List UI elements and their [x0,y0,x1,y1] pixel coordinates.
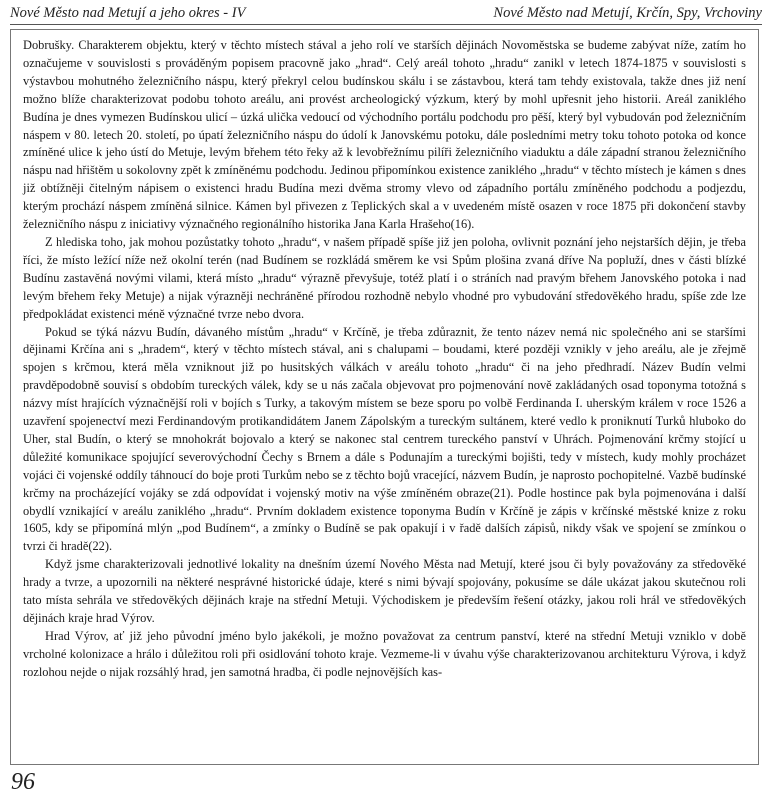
header-right-title: Nové Město nad Metují, Krčín, Spy, Vrchoviny [493,5,762,21]
page-number: 96 [11,769,35,795]
paragraph-3: Pokud se týká názvu Budín, dávaného místům „hradu“ v Krčíně, je třeba zdůraznit, že tento název nemá nic společného ani se staršími dějinami Krčína ani s „hradem“, který v těchto místech stával, ani s chalupami – boudami, které později vznikly v jeho areálu, ale je zřejmě spojen s krčmou, která měla vzniknout již po husitských válkách v areálu tohoto „hradu“ či na jeho předhradí. Název Budín velmi pravděpodobně souvisí s obdobím tureckých válek, kdy se u nás začala objevovat pro pojmenování nově zakládaných osad toponyma totožná s názvy míst hrajících význačnější roli v bojích s Turky, a takovým místem se beze sporu po volbě Ferdinanda I. uherským králem v roce 1526 a uzavření spojenectví mezi Ferdinandovým protikandidátem Janem Zápolským a tureckým sultánem, které vedlo k proniknutí Turků hluboko do Uher, stal Budín, o který se mnohokrát bojovalo a který se nakonec stal centrem tureckého panství v Uhrách. Pojmenování krčmy stojící u důležité komunikace spojující severovýchodní Čechy s Brnem a dále s Podunajím a tureckými bojišti, tedy v místech, kudy mohly procházet vojáci či vojenské oddíly táhnoucí do boje proti Turkům nebo se z těchto bojů vracející, názvem Budín, je naprosto pochopitelné. Vazbě budínské krčmy na procházející vojáky se zdá odpovídat i vojenský motiv na výše zmíněném obraze(21). Podle hostince pak byla pojmenována i další obydlí vznikající v areálu zaniklého „hradu“. Prvním dokladem existence toponyma Budín v Krčíně je zápis v krčínské městské knize z roku 1605, kdy se připomíná mlýn „pod Budínem“, a zmínky o Budíně se pak opakují i v řadě dalších zápisů, nikdy však ve spojení se zmínkou o tvrzi či hradě(22). [23,324,746,554]
text-frame [10,29,759,765]
paragraph-1: Dobrušky. Charakterem objektu, který v těchto místech stával a jeho rolí ve starších dějinách Novoměstska se budeme zabývat níže, zatím ho označujeme v souvislosti s prováděným popisem pracovně jako „hrad“. Celý areál tohoto „hradu“ zanikl v letech 1874-1875 v souvislosti s výstavbou mohutného železničního náspu, který překryl celou budínskou skálu i se zástavbou, která tam tehdy existovala, takže dnes již není možno blíže charakterizovat podobu tohoto areálu, ani provést archeologický výzkum, který by mohl upřesnit jeho historii. Areál zaniklého Budína je dnes vymezen Budínskou ulicí – úzká ulička vedoucí od východního portálu podchodu pro pěší, který byl vybudován pod železničním náspem v 80. letech 20. století, po úpatí železničního náspu do údolí k Janovskému potoku, dále posledními metry toku tohoto potoka od konce zmíněné ulice k jeho ústí do Metuje, levým břehem této řeky až k levobřežnímu pilíři železničního viaduktu a dále západní stranou železničního náspu nad hřištěm u sokolovny zpět k zmíněnému podchodu. Jedinou připomínkou existence zaniklého „hradu“ v těchto místech je kámen s dnes již obtížněji čitelným nápisem o existenci hradu Budína mezi dvěma stromy vlevo od západního portálu zmíněného podchodu a podjezdu, kterým prochází náspem zmíněná silnice. Kámen byl přivezen z Teplických skal a v uvedeném místě osazen v roce 1875 při dokončení stavby železničního náspu z iniciativy význačného regionálního historika Jana Karla Hrašeho(16). [23,38,746,232]
running-header [10,4,762,24]
header-rule [10,24,762,25]
paragraph-2: Z hlediska toho, jak mohou pozůstatky tohoto „hradu“, v našem případě spíše již jen poloha, ovlivnit poznání jeho nejstarších dějin, je třeba říci, že místo ležící níže než okolní terén (nad Budínem se rozkládá směrem ke vsi Spům plošina zvaná dříve Na popluží, dnes v části blízké Budínu zastavěná novými vilami, která místo „hradu“ výrazně převyšuje, totéž platí i o stráních nad pravým břehem Janovského potoka i nad levým břehem řeky Metuje) a nijak výrazněji nechráněné přírodou rozhodně nebylo vhodné pro vybudování středověkého hradu, spíše zde lze předpokládat existenci méně význačné tvrze nebo dvora. [23,234,746,321]
paragraph-4: Když jsme charakterizovali jednotlivé lokality na dnešním území Nového Města nad Metují, které jsou či byly považovány za středověké hrady a tvrze, a upozornili na některé nesprávné historické údaje, které s nimi bývají spojovány, pokusíme se dále ukázat jakou skutečnou roli tato místa sehrála ve středověkých dějinách kraje na střední Metuji. Východiskem je především řešení otázky, jakou roli hrál ve středověkých dějinách kraje hrad Výrov. [23,557,746,625]
header-left-title: Nové Město nad Metují a jeho okres - IV [10,5,246,21]
paragraph-5: Hrad Výrov, ať již jeho původní jméno bylo jakékoli, je možno považovat za centrum panství, které na střední Metuji vzniklo v době vrcholné kolonizace a hrálo i důležitou roli při osidlování tohoto kraje. Vezmeme-li v úvahu výše charakterizovanou architekturu Výrova, i když rozlohou nejde o nijak rozsáhlý hrad, jen samotná hradba, či podle nejnovějších kas- [23,628,746,679]
